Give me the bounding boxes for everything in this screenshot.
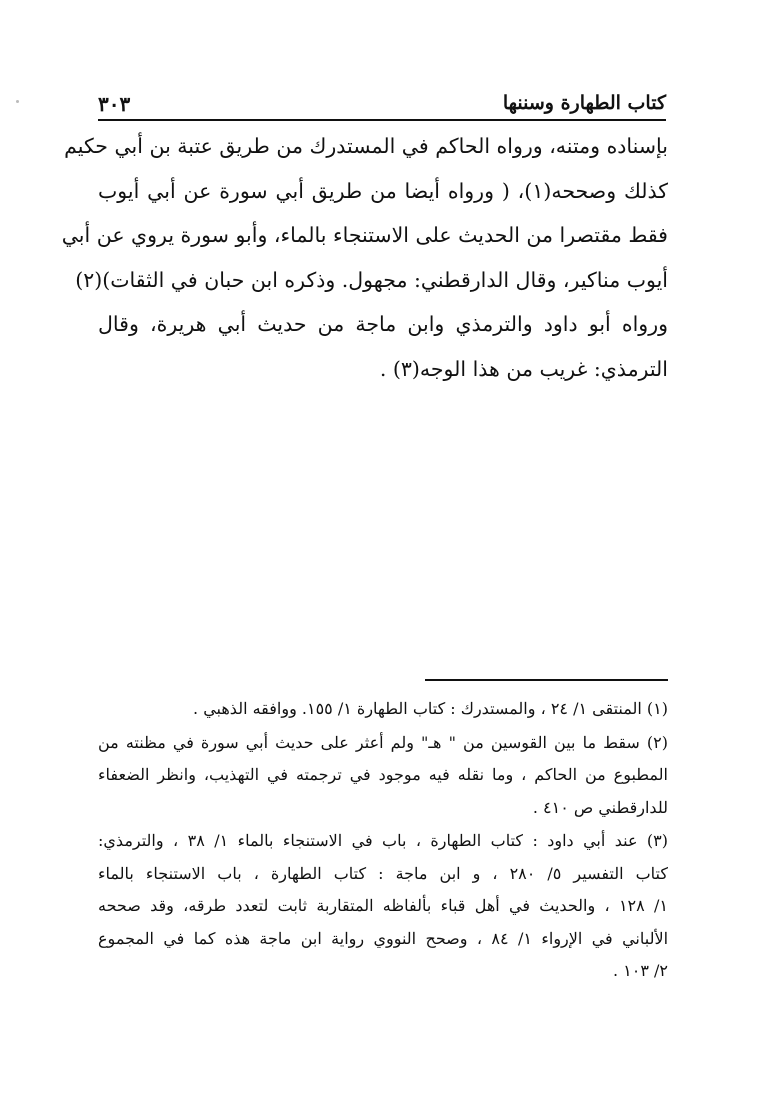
- chapter-title: كتاب الطهارة وسننها: [502, 92, 666, 114]
- footnote-1: [98, 693, 668, 726]
- running-header: [98, 92, 666, 118]
- footnote-line: ٢/ ١٠٣ .: [612, 961, 668, 980]
- footnote-2: [98, 727, 668, 825]
- footnote-line: ١/ ١٢٨ ، والحديث في أهل قباء بألفاظه المتقاربة ثابت لتعدد طرقه، وقد صححه: [98, 896, 668, 915]
- footnotes: [98, 693, 668, 989]
- text-line: بإسناده ومتنه، ورواه الحاكم في المستدرك من طريق عتبة بن أبي حكيم: [64, 134, 668, 158]
- main-text: [61, 124, 668, 391]
- text-line: الترمذي: غريب من هذا الوجه(٣) .: [379, 356, 668, 381]
- footnote-line: الألباني في الإرواء ١/ ٨٤ ، وصحح النووي رواية ابن ماجة هذه كما في المجموع: [98, 928, 669, 948]
- text-line: فقط مقتصرا من الحديث على الاستنجاء بالماء، وأبو سورة يروي عن أبي: [61, 223, 668, 247]
- text-line: ورواه أبو داود والترمذي وابن ماجة من حديث أبي هريرة، وقال: [98, 312, 668, 336]
- footnote-line: المطبوع من الحاكم ، وما نقله فيه موجود في ترجمته في التهذيب، وانظر الضعفاء: [98, 765, 668, 784]
- footnote-line: (٢) سقط ما بين القوسين من " هـ" ولم أعثر على حديث أبي سورة في مظنته من: [98, 732, 668, 752]
- footnote-separator: [425, 679, 668, 681]
- header-rule: [98, 119, 666, 121]
- text-line: كذلك وصححه(١)، ( ورواه أيضا من طريق أبي سورة عن أبي أيوب: [98, 178, 668, 203]
- footnote-line: للدارقطني ص ٤١٠ .: [532, 797, 668, 817]
- footnote-line: (١) المنتقى ١/ ٢٤ ، والمستدرك : كتاب الطهارة ١/ ١٥٥. ووافقه الذهبي .: [193, 699, 668, 718]
- footnote-line: كتاب التفسير ٥/ ٢٨٠ ، و ابن ماجة : كتاب الطهارة ، باب الاستنجاء بالماء: [98, 863, 668, 883]
- text-line: أيوب مناكير، وقال الدارقطني: مجهول. وذكره ابن حبان في الثقات)(٢): [75, 267, 668, 292]
- footnote-3: [98, 825, 668, 988]
- page-number: ٣٠٣: [98, 92, 131, 116]
- scan-speck: [16, 100, 19, 103]
- footnote-line: (٣) عند أبي داود : كتاب الطهارة ، باب في الاستنجاء بالماء ١/ ٣٨ ، والترمذي:: [98, 831, 669, 850]
